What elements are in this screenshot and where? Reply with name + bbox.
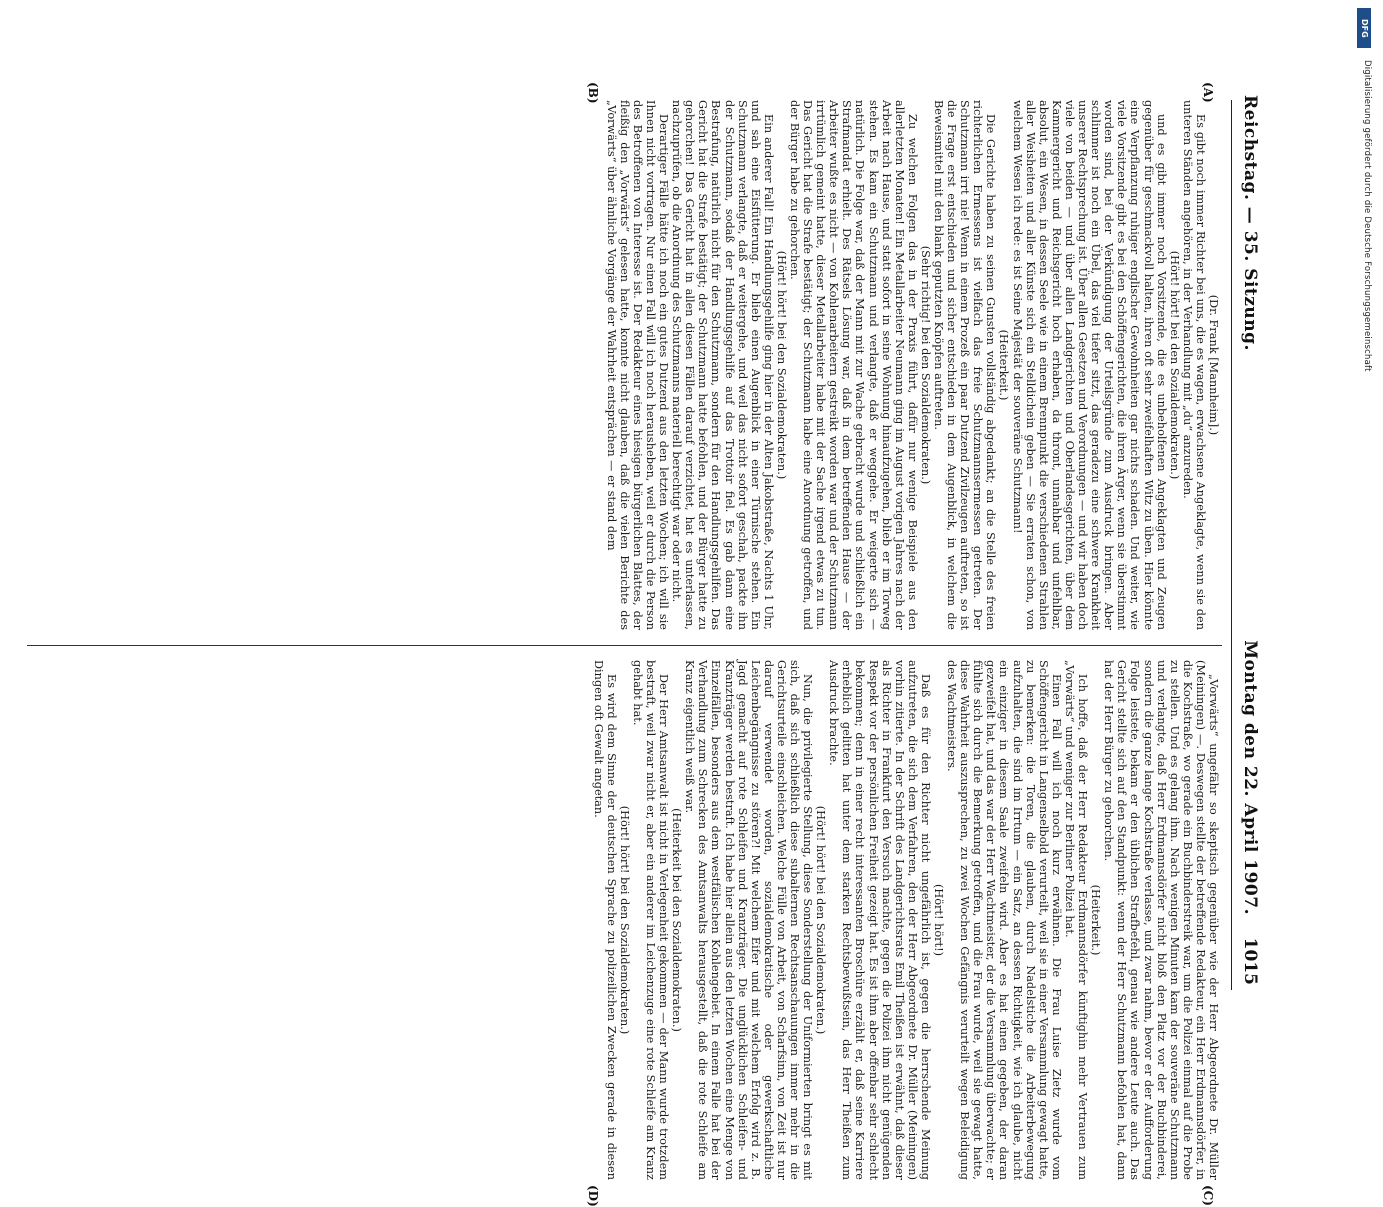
- column-divider: [27, 645, 1222, 646]
- page-number: 1015: [1240, 937, 1260, 985]
- dfg-logo: DFG: [1357, 8, 1371, 48]
- right-text-column: [30, 660, 1220, 1180]
- interjection: (Hört! hört! bei den Sozialdemokraten.): [617, 805, 631, 1035]
- paragraph: Die Gerichte haben zu seinen Gunsten vollständig abgedankt; an die Stelle des freien richterlichen Ermessens ist vielfach das freie Schutzmannsermessen getreten. Der Schutzmann irrt nie! Wenn in einem Prozeß ein paar Dutzend Zivilzeugen auftreten, so ist die Frage erst entschieden und sicher entschieden in dem Augenblick, in welchem die Beweismittel mit den blank geputzten Knöpfen auftreten.: [932, 100, 998, 630]
- interjection: (Hört! hört! bei den Sozialdemokraten.): [1167, 250, 1181, 480]
- interjection: (Heiterkeit bei den Sozialdemokraten.): [670, 808, 684, 1032]
- paragraph: Derartiger Fälle hätte ich noch ein gutes Dutzend aus den letzten Wochen; ich will sie Ihnen nicht vortragen. Nur einen Fall will ich noch herausheben, weil er durch die Person des Betroffenen von Interesse ist. Der Redakteur eines hiesigen bürgerlichen Blattes, der fleißig den „Vorwärts“ gelesen hatte, konnte nicht glauben, daß die vielen Berichte des „Vorwärts“ über ähnliche Vorgänge der Wahrheit entsprächen — er stand dem: [604, 100, 671, 630]
- paragraph: Es wird dem Sinne der deutschen Sprache zu polizeilichen Zwecken gerade in diesen Dingen oft Gewalt angetan.: [591, 660, 618, 1180]
- paragraph: Daß es für den Richter nicht ungefährlich ist, gegen die herrschende Meinung aufzutreten, die sich dem Verfahren, den der Herr Abgeordnete Dr. Müller (Meiningen) vorhin zitierte. In der Schrift des Landgerichtsrats Emil Theißen ist erwähnt, daß dieser als Richter in Frankfurt den Versuch machte, gegen die Polizei ihm nicht genügenden Respekt vor der persönlichen Freiheit gezeigt hat. Es ist ihm aber offenbar sehr schlecht bekommen; denn in einer recht interessanten Broschüre erzählt er, daß seine Karriere erheblich gelitten hat unter dem starken Rechtsbewußtsein, das Herr Theißen zum Ausdruck brachte.: [827, 660, 932, 1180]
- paragraph: Es gibt noch immer Richter bei uns, die es wagen, erwachsene Angeklagte, wenn sie den unteren Ständen angehören, in der Verhandlung mit „du“ anzureden.: [1180, 100, 1207, 630]
- page-header: [1230, 0, 1260, 1000]
- header-date: Montag den 22. April 1907.: [1240, 640, 1260, 915]
- header-session-title: Reichstag. — 35. Sitzung.: [1240, 95, 1260, 351]
- paragraph: Der Herr Amtsanwalt ist nicht in Verlegenheit gekommen — der Mann wurde trotzdem bestraft, weil zwar nicht er, aber ein anderer im Leichenzuge eine rote Schleife am Kranz gehabt hat.: [630, 660, 671, 1180]
- paragraph: Zu welchen Folgen das in der Praxis führt, dafür nur wenige Beispiele aus den allerletzten Monaten! Ein Metallarbeiter Neumann ging im August vorigen Jahres nach der Arbeit nach Hause, und statt sofort in seine Wohnung hinaufzugehen, blieb er im Torweg stehen. Es kam ein Schutzmann und verlangte, daß er weggehe. Er weigerte sich — natürlich. Die Folge war, daß der Mann mit zur Wache gebracht wurde und schließlich ein Strafmandat erhielt. Des Rätsels Lösung war, daß in dem betreffenden Hause — der Arbeiter wußte es nicht — von Kohlenarbeitern gestreikt worden war und der Schutzmann irrtümlich gemeint hatte, dieser Metallarbeiter habe mit der Sache irgend etwas zu tun. Das Gericht hat die Strafe bestätigt; der Schutzmann habe eine Anordnung getroffen, und der Bürger habe zu gehorchen.: [788, 100, 919, 630]
- margin-mark-c: (C): [1201, 1185, 1215, 1206]
- interjection: (Sehr richtig! bei den Sozialdemokraten.): [918, 245, 932, 485]
- paragraph: Nun, die privilegierte Stellung, diese Sonderstellung der Uniformierten bringt es mit sich, daß sich schließlich diese subalternen Rechtsanschauungen immer mehr in die Gerichtsurteile einschleichen. Welche Fülle von Arbeit, von Scharfsinn, von Zeit ist nur darauf verwendet worden, sozialdemokratische oder gewerkschaftliche Leichenbegängnisse zu stören?! Mit welchem Eifer und mit welchem Erfolg wird z. B. Jagd gemacht auf rote Schleifen und Kranzträger. Die unglücklichen Schleifen- und Kranzträger werden bestraft. Ich habe hier allein aus den letzten Wochen eine Menge von Einzelfällen, besonders aus dem westfälischen Kohlengebiet. In einem Falle hat bei der Verhandlung zum Schrecken des Amtsanwalts herausgestellt, daß die rote Schleife am Kranz eigentlich weiß war.: [683, 660, 815, 1180]
- interjection: (Heiterkeit.): [1089, 884, 1103, 956]
- paragraph: „Vorwärts“ ungefähr so skeptisch gegenüber wie der Herr Abgeordnete Dr. Müller (Meiningen) —. Deswegen stellte der betreffende Redakteur, ein Herr Erdmannsdörfer, in die Kochstraße, wo gerade ein Buchbinderstreik war, um die Polizei einmal auf die Probe zu stellen. Und es gelang ihm. Nach wenigen Minuten kam der souveräne Schutzmann und verlangte, daß Herr Erdmannsdörfer nicht bloß den Platz vor der Buchbinderei, sondern die ganze lange Kochstraße verlasse, und zwar nahm, bevor er der Aufforderung Folge leistete, bekam er den üblichen Strafbefehl, genau wie andere Leute auch. Das Gericht stellte sich auf den Standpunkt: wenn der Herr Schutzmann befohlen hat, dann hat der Herr Bürger zu gehorchen.: [1102, 660, 1220, 1180]
- interjection: (Hört! hört! bei den Sozialdemokraten.): [814, 805, 828, 1035]
- left-text-column: [30, 100, 1220, 630]
- paragraph: Ein anderer Fall! Ein Handlungsgehilfe ging hier in der Alten Jakobstraße, Nachts 1 Uhr, und sah eine Eisfütterung. Er blieb einen Augenblick in einer Türnische stehen. Ein Schutzmann verlangte, daß er weitergehe, und weil das nicht sofort geschah, packte ihn der Schutzmann, sodaß der Handlungsgehilfe auf das Trottoir fiel. Es gab dann eine Bestrafung, natürlich nicht für den Schutzmann, sondern für den Handlungsgehilfen. Das Gericht hat die Strafe bestätigt; der Schutzmann hatte befohlen, und der Bürger hatte zu gehorchen! Das Gericht hat in allen diesen Fällen darauf verzichtet, hat es unterlassen, nachzuprüfen, ob die Anordnung des Schutzmanns materiell berechtigt war oder nicht.: [670, 100, 775, 630]
- paragraph: und es gibt immer noch Vorsitzende, die es unbeholfenen Angeklagten und Zeugen gegenüber für geschmackvoll halten, ihren oft sehr zweifelhaften Witz zu üben. Hier könnte eine Verpflanzung ruhiger englischer Gewohnheiten gar nichts schaden. Und weiter, wie viele Vorsitzende gibt es bei den Schöffengerichten, die ihren Ärger, wenn sie überstimmt worden sind, bei der Verkündigung der Urteilsgründe zum Ausdruck bringen. Aber schlimmer ist noch ein Übel, das viel tiefer sitzt, das geradezu eine schwere Krankheit unserer Rechtsprechung ist. Über allen Gesetzen und Verordnungen — und wir haben doch viele von beiden — und über allen Landgerichten und Oberlandesgerichten, über dem Kammergericht und Reichsgericht hoch erhaben, da thront, unnahbar und unfehlbar, absolut, ein Wesen, in dessen Seele wie in einem Brennpunkt die verschiedenen Strahlen aller Weisheiten und aller Künste sich ein Stelldichein geben — Sie erraten schon, von welchem Wesen ich rede: es ist Seine Majestät der souveräne Schutzmann!: [1010, 100, 1168, 630]
- paragraph: Einen Fall will ich noch kurz erwähnen. Die Frau Luise Zietz wurde vom Schöffengericht in Langenselbold verurteilt, weil sie in einer Versammlung gewagt hatte, zu bemerken: die Toren, die glauben, durch Nadelstiche die Arbeiterbewegung aufzuhalten, die sind im Irrtum — ein Satz, an dessen Richtigkeit, wie ich glaube, nicht ein einziger in diesem Saale zweifeln wird. Aber es hat einen gegeben, der daran gezweifelt hat, und das war der Herr Wachtmeister, der die Versammlung überwachte; er fühlte sich durch die Bemerkung getroffen, und die Frau wurde, weil sie gewagt hatte, diese Wahrheit auszusprechen, zu zwei Wochen Gefängnis verurteilt wegen Beleidigung des Wachtmeisters.: [945, 660, 1063, 1180]
- speaker-line: (Dr. Frank [Mannheim].): [1207, 294, 1220, 436]
- paragraph: Ich hoffe, daß der Herr Redakteur Erdmannsdörfer künftighin mehr Vertrauen zum „Vorwärts“ und weniger zur Berliner Polizei hat.: [1062, 660, 1090, 1180]
- interjection: (Heiterkeit.): [997, 329, 1011, 401]
- digitization-note: Digitalisierung gefördert durch die Deutsche Forschungsgemeinschaft: [1362, 60, 1372, 372]
- interjection: (Hört! hört! bei den Sozialdemokraten.): [774, 250, 788, 480]
- margin-mark-d: (D): [586, 1185, 600, 1207]
- margin-mark-a: (A): [1201, 82, 1215, 103]
- interjection: (Hört! hört!): [932, 883, 946, 957]
- header-rule: [1231, 100, 1232, 990]
- margin-mark-b: (B): [586, 82, 600, 104]
